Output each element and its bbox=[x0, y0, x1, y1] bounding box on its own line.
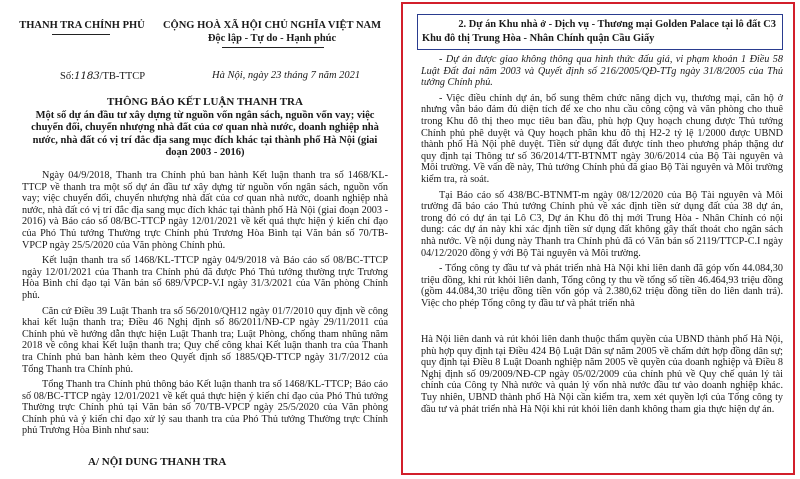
issuing-agency: THANH TRA CHÍNH PHỦ bbox=[19, 20, 145, 31]
left-body-text bbox=[22, 170, 388, 441]
section-heading: A/ NỘI DUNG THANH TRA bbox=[88, 456, 227, 468]
document-subtitle: Một số dự án đầu tư xây dựng từ nguồn vốn ngân sách, nguồn vốn vay; việc chuyển đổi, chuyển nhượng nhà đất của cơ quan nhà nước, doanh nghiệp nhà nước, nhà đất có vị trí đắc địa sang mục đích khác tại thành phố Hà Nội (giai đoạn 2003 - 2016) bbox=[31, 110, 379, 159]
paragraph: Tại Báo cáo số 438/BC-BTNMT-m ngày 08/12/2020 của Bộ Tài nguyên và Môi trường đã báo cáo Thủ tướng Chính phủ về xác định tiền sử dụng đất của 38 dự án, trong đó có dự án tại Lô C3, Dự án Khu đô thị mới Trung Hòa - Nhân Chính có nội dung: các dự án này khi xác định tiền sử dụng đất không gây thất thoát cho ngân sách nhà nước. Về nội dung này Thanh tra Chính phủ đã có Văn bản số 2119/TTCP-C.I ngày 04/12/2020 đồng ý với Bộ Tài nguyên và Môi trường. bbox=[421, 189, 783, 259]
paragraph: - Dự án được giao không thông qua hình thức đấu giá, vi phạm khoản 1 Điều 58 Luật Đất đai năm 2003 và Quyết định số 216/2005/QĐ-TTg ngày 31/8/2005 của Thủ tướng Chính phủ. bbox=[421, 54, 783, 89]
paragraph: Kết luận thanh tra số 1468/KL-TTCP ngày 04/9/2018 và Báo cáo số 08/BC-TTCP ngày 12/01/2021 của Thanh tra Chính phủ đã được Phó Thủ tướng thường trực Trương Hòa Bình chỉ đạo tại Văn bản số 689/VPCP-V.I ngày 31/3/2021 của Văn phòng Chính phủ. bbox=[22, 255, 388, 301]
project-heading-line-1: 2. Dự án Khu nhà ở - Dịch vụ - Thương mại Golden Palace tại lô đất C3 bbox=[458, 19, 776, 30]
paragraph: Hà Nội liên danh và rút khỏi liên danh thuộc thẩm quyền của UBND thành phố Hà Nội, phù hợp quy định tại Điều 424 Bộ Luật Dân sự năm 2005 về chấm dứt hợp đồng dân sự; quy định tại Điều 8 Luật Doanh nghiệp năm 2005 về quyền của doanh nghiệp và Điều 8 Nghị định số 09/2009/NĐ-CP ngày 05/02/2009 của chính phủ về Quy chế quản lý tài chính của Công ty Nhà nước và quản lý vốn nhà nước đầu tư vào doanh nghiệp khác. Tuy nhiên, UBND thành phố Hà Nội cần kiểm tra, xem xét quyền lợi của Tổng công ty đầu tư và phát triển nhà Hà Nội khi rút khỏi liên danh không tham gia thực hiện dự án. bbox=[421, 334, 783, 415]
right-body-continuation bbox=[421, 334, 783, 415]
paragraph: Căn cứ Điều 39 Luật Thanh tra số 56/2010/QH12 ngày 01/7/2010 quy định về công khai kết luận thanh tra; Điều 46 Nghị định số 86/2011/NĐ-CP ngày 29/11/2011 của Chính phủ về hướng dẫn thực hiện Luật Thanh tra; Luật Phòng, chống tham nhũng năm 2018 về công khai Kết luận thanh tra; Quy chế công khai Kết luận thanh tra của Thanh tra Chính phủ ban hành kèm theo Quyết định số 1885/QĐ-TTCP ngày 31/7/2012 của Tổng Thanh tra Chính phủ. bbox=[22, 305, 388, 375]
paragraph: Tổng Thanh tra Chính phủ thông báo Kết luận thanh tra số 1468/KL-TTCP; Báo cáo số 08/BC-TTCP ngày 12/01/2021 về kết quả thực hiện ý kiến chỉ đạo của Phó Thủ tướng Thường trực Chính phủ tại Văn bản số 70/TB-VPCP ngày 25/5/2020 của Văn phòng Chính phủ và ý kiến chỉ đạo xử lý sau thanh tra của Phó Thủ tướng Thường trực Chính phủ Trương Hòa Bình như sau: bbox=[22, 379, 388, 437]
document-date: Hà Nội, ngày 23 tháng 7 năm 2021 bbox=[212, 70, 361, 81]
document-number-prefix: Số: bbox=[60, 71, 75, 82]
paragraph: - Tổng công ty đầu tư và phát triển nhà Hà Nội khi liên danh đã góp vốn 44.084,30 triệu đồng, khi rút khỏi liên danh, Tổng công ty thu về tổng số tiền 46.464,93 triệu đồng (gồm 44.084,30 triệu đồng tiền vốn góp và 2.380,62 triệu đồng tiền do liên danh trả). Việc cho phép Tổng công ty đầu tư và phát triển nhà bbox=[421, 263, 783, 309]
document-number-suffix: /TB-TTCP bbox=[99, 71, 146, 82]
paragraph: - Việc điều chỉnh dự án, bổ sung thêm chức năng dịch vụ, thương mại, căn hộ ở nhưng vẫn bảo đảm đủ diện tích để xe cho nhu cầu công cộng và văn phòng cho thuê trong Khu đô thị theo mục tiêu ban đầu, phù hợp Quy hoạch chung được Thủ tướng Chính phủ phê duyệt và Quy hoạch phân khu đô thị H2-2 tỷ lệ 1/2000 được UBND thành phố Hà Nội phê duyệt. Tiền sử dụng đất được tính theo phương pháp thặng dư quy định tại Thông tư số 36/2014/TT-BTNMT ngày 30/6/2014 của Bộ Tài nguyên và Môi trường. Về vấn đề này, Thủ tướng Chính phủ đã giao Bộ Tài nguyên và Môi trường kiểm tra, rà soát. bbox=[421, 92, 783, 185]
announcement-page-right bbox=[401, 2, 795, 475]
agency-underline bbox=[52, 34, 110, 35]
document-number bbox=[60, 70, 145, 82]
national-title: CỘNG HOÀ XÃ HỘI CHỦ NGHĨA VIỆT NAM bbox=[162, 20, 382, 31]
project-heading-box bbox=[417, 14, 783, 50]
document-number-value: 1183 bbox=[74, 70, 100, 82]
national-motto: Độc lập - Tự do - Hạnh phúc bbox=[207, 33, 337, 44]
document-title: THÔNG BÁO KẾT LUẬN THANH TRA bbox=[107, 96, 303, 108]
paragraph: Ngày 04/9/2018, Thanh tra Chính phủ ban hành Kết luận thanh tra số 1468/KL-TTCP về thanh tra một số dự án đầu tư xây dựng từ nguồn vốn ngân sách, nguồn vốn vay; việc chuyển đổi, chuyển nhượng nhà đất của cơ quan nhà nước, doanh nghiệp nhà nước, nhà đất có vị trí đắc địa sang mục đích khác tại thành phố Hà Nội (giai đoạn 2003 - 2016) và Báo cáo số 08/BC-TTCP ngày 12/01/2021 về kết quả thực hiện ý kiến chỉ đạo của Phó Thủ tướng Thường trực Chính phủ Trương Hòa Bình tại Văn bản số 70/TB-VPCP ngày 25/5/2020 của Văn phòng Chính phủ. bbox=[22, 170, 388, 251]
motto-underline bbox=[222, 47, 324, 48]
project-heading-line-2: Khu đô thị Trung Hòa - Nhân Chính quận Cầu Giấy bbox=[422, 32, 655, 44]
right-body-text bbox=[421, 54, 783, 313]
